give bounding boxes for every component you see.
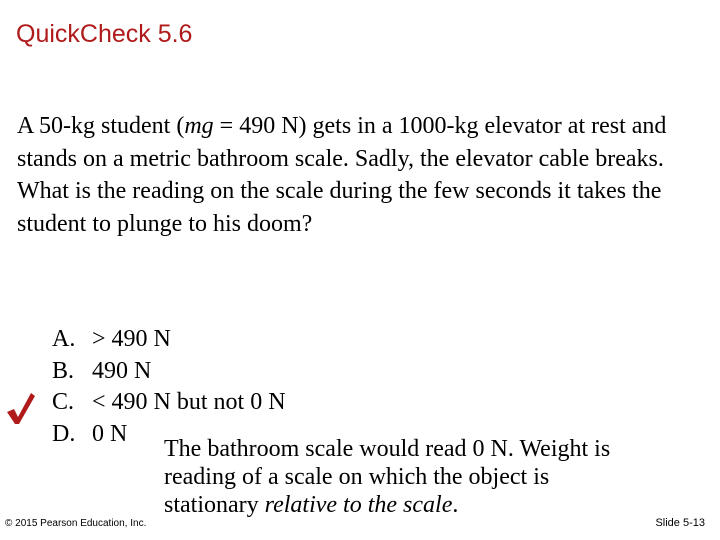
question-text-part1: A 50-kg student ( bbox=[17, 113, 185, 139]
option-text: 0 N bbox=[92, 421, 128, 448]
explanation-part1: The bathroom scale would read 0 N. Weight is reading of a scale on which the object is stationary bbox=[164, 436, 611, 518]
option-text: < 490 N but not 0 N bbox=[92, 389, 286, 416]
option-letter: A. bbox=[52, 326, 76, 352]
copyright-footer: © 2015 Pearson Education, Inc. bbox=[5, 518, 147, 529]
option-letter: B. bbox=[52, 357, 75, 384]
check-mark-icon bbox=[4, 390, 36, 426]
option-text: > 490 N bbox=[92, 326, 171, 352]
answer-options bbox=[52, 324, 286, 451]
question-text bbox=[17, 110, 707, 240]
option-letter: C. bbox=[52, 389, 75, 416]
slide-number: Slide 5-13 bbox=[655, 517, 705, 529]
option-letter: D. bbox=[52, 421, 76, 448]
slide-title: QuickCheck 5.6 bbox=[16, 20, 193, 48]
explanation-italic: relative to the scale bbox=[264, 492, 453, 518]
question-text-italic: mg bbox=[184, 113, 214, 139]
explanation-part2: . bbox=[452, 492, 459, 518]
option-c bbox=[52, 387, 286, 419]
option-a bbox=[52, 324, 286, 356]
option-text: 490 N bbox=[92, 357, 152, 384]
answer-explanation bbox=[164, 435, 634, 519]
option-b bbox=[52, 356, 286, 388]
question-text-part2: = 490 N) gets in a 1000-kg elevator at rest and stands on a metric bathroom scale. Sadly, the elevator cable breaks. What is the reading on the scale during the few seconds it takes the student to plunge to his doom? bbox=[17, 113, 667, 237]
